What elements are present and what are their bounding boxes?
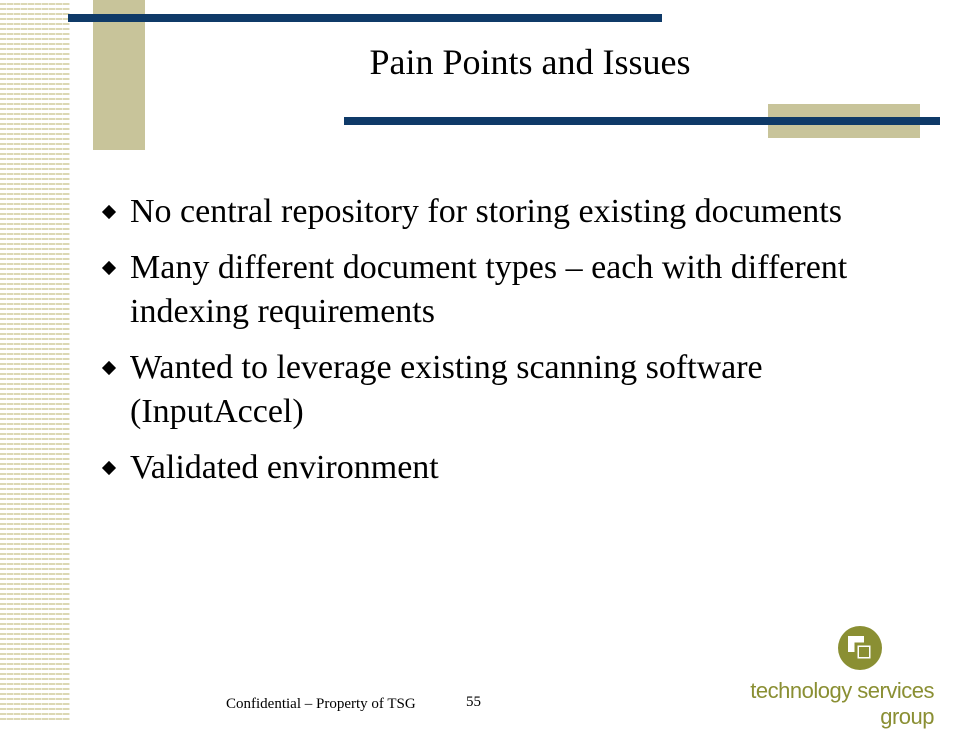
bullet-item [100, 190, 860, 234]
bullet-text: Validated environment [130, 449, 439, 486]
bullet-text: Wanted to leverage existing scanning software (InputAccel) [130, 349, 763, 430]
decorative-olive-block [93, 0, 145, 150]
decorative-navy-line [68, 14, 662, 22]
page-number: 55 [466, 694, 481, 710]
slide-title: Pain Points and Issues [369, 42, 691, 82]
diamond-bullet-icon [102, 205, 116, 219]
bullet-text: Many different document types – each with different indexing requirements [130, 249, 848, 330]
bullet-list [100, 190, 860, 502]
diamond-bullet-icon [102, 261, 116, 275]
bullet-item [100, 346, 860, 434]
bullet-item [100, 246, 860, 334]
diamond-bullet-icon [102, 361, 116, 375]
bullet-item [100, 446, 860, 490]
confidential-footer: Confidential – Property of TSG [226, 696, 416, 712]
tsg-logo-icon [836, 624, 884, 672]
decorative-stripe-band [0, 0, 70, 720]
company-logo-text: technology services group [750, 678, 934, 729]
diamond-bullet-icon [102, 461, 116, 475]
bullet-text: No central repository for storing existing documents [130, 193, 842, 230]
decorative-navy-line-right [344, 117, 940, 125]
